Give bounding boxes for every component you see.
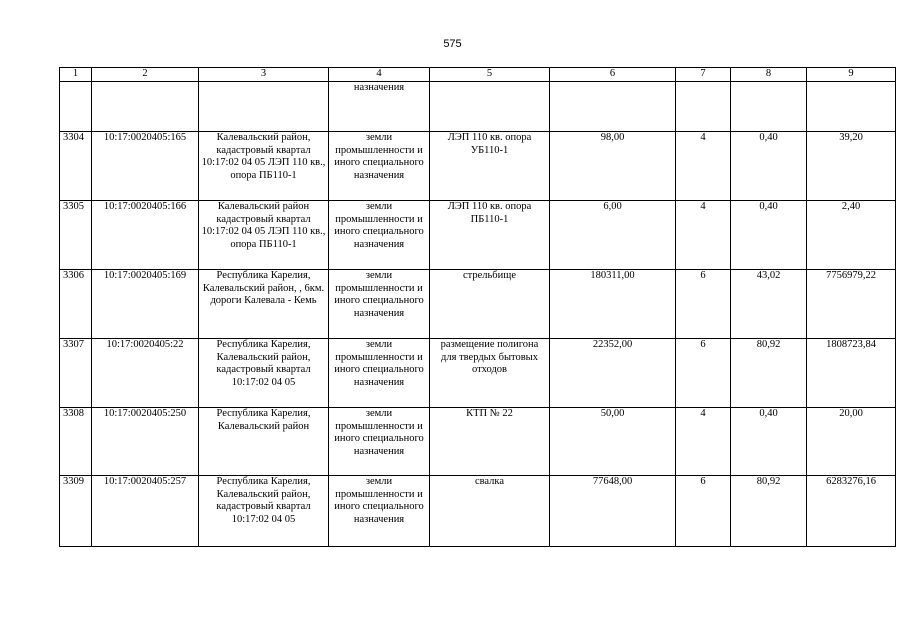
header-row (60, 68, 896, 82)
land-category: земли промышленности и иного специального назначения (329, 132, 430, 201)
land-category: земли промышленности и иного специального назначения (329, 201, 430, 270)
area: 6,00 (550, 201, 676, 270)
land-category: земли промышленности и иного специального назначения (329, 476, 430, 547)
continuation-cell-6 (550, 82, 676, 132)
cadastral-number: 10:17:0020405:165 (92, 132, 199, 201)
column-9-value: 39,20 (807, 132, 896, 201)
column-7-value: 4 (676, 201, 731, 270)
header-col-3: 3 (199, 68, 329, 82)
column-7-value: 6 (676, 270, 731, 339)
land-category: земли промышленности и иного специального назначения (329, 408, 430, 476)
column-9-value: 6283276,16 (807, 476, 896, 547)
continuation-row (60, 82, 896, 132)
column-9-value: 7756979,22 (807, 270, 896, 339)
header-col-4: 4 (329, 68, 430, 82)
land-registry-table (59, 67, 896, 547)
permitted-use: КТП № 22 (430, 408, 550, 476)
row-number: 3306 (60, 270, 92, 339)
cadastral-number: 10:17:0020405:166 (92, 201, 199, 270)
cadastral-number: 10:17:0020405:250 (92, 408, 199, 476)
header-col-2: 2 (92, 68, 199, 82)
continuation-cell-5 (430, 82, 550, 132)
continuation-cell-9 (807, 82, 896, 132)
column-7-value: 4 (676, 132, 731, 201)
header-col-6: 6 (550, 68, 676, 82)
location: Республика Карелия, Калевальский район, , 6км. дороги Калевала - Кемь (199, 270, 329, 339)
continuation-cell-1 (60, 82, 92, 132)
column-7-value: 6 (676, 339, 731, 408)
column-8-value: 0,40 (731, 201, 807, 270)
row-number: 3304 (60, 132, 92, 201)
area: 180311,00 (550, 270, 676, 339)
permitted-use: размещение полигона для твердых бытовых отходов (430, 339, 550, 408)
row-number: 3305 (60, 201, 92, 270)
area: 77648,00 (550, 476, 676, 547)
header-col-8: 8 (731, 68, 807, 82)
header-col-7: 7 (676, 68, 731, 82)
header-col-9: 9 (807, 68, 896, 82)
table-row (60, 201, 896, 270)
table-row (60, 132, 896, 201)
column-8-value: 0,40 (731, 408, 807, 476)
continuation-cell-7 (676, 82, 731, 132)
location: Республика Карелия, Калевальский район, кадастровый квартал 10:17:02 04 05 (199, 339, 329, 408)
header-col-5: 5 (430, 68, 550, 82)
cadastral-number: 10:17:0020405:22 (92, 339, 199, 408)
header-col-1: 1 (60, 68, 92, 82)
permitted-use: свалка (430, 476, 550, 547)
location: Республика Карелия, Калевальский район (199, 408, 329, 476)
location: Калевальский район, кадастровый квартал 10:17:02 04 05 ЛЭП 110 кв., опора ПБ110-1 (199, 132, 329, 201)
row-number: 3308 (60, 408, 92, 476)
location: Республика Карелия, Калевальский район, кадастровый квартал 10:17:02 04 05 (199, 476, 329, 547)
continuation-cell-2 (92, 82, 199, 132)
table-row (60, 408, 896, 476)
area: 98,00 (550, 132, 676, 201)
column-8-value: 80,92 (731, 339, 807, 408)
table-header (60, 68, 896, 82)
location: Калевальский район кадастровый квартал 10:17:02 04 05 ЛЭП 110 кв., опора ПБ110-1 (199, 201, 329, 270)
cadastral-number: 10:17:0020405:169 (92, 270, 199, 339)
table-row (60, 270, 896, 339)
column-9-value: 1808723,84 (807, 339, 896, 408)
area: 22352,00 (550, 339, 676, 408)
permitted-use: стрельбище (430, 270, 550, 339)
column-9-value: 20,00 (807, 408, 896, 476)
row-number: 3309 (60, 476, 92, 547)
column-8-value: 0,40 (731, 132, 807, 201)
column-7-value: 4 (676, 408, 731, 476)
permitted-use: ЛЭП 110 кв. опора ПБ110-1 (430, 201, 550, 270)
land-category: земли промышленности и иного специального назначения (329, 270, 430, 339)
column-8-value: 80,92 (731, 476, 807, 547)
table-row (60, 476, 896, 547)
land-category: земли промышленности и иного специального назначения (329, 339, 430, 408)
column-8-value: 43,02 (731, 270, 807, 339)
continuation-category: назначения (329, 82, 430, 132)
column-7-value: 6 (676, 476, 731, 547)
continuation-cell-8 (731, 82, 807, 132)
cadastral-number: 10:17:0020405:257 (92, 476, 199, 547)
continuation-cell-3 (199, 82, 329, 132)
page-number: 575 (443, 38, 462, 50)
permitted-use: ЛЭП 110 кв. опора УБ110-1 (430, 132, 550, 201)
table-row (60, 339, 896, 408)
area: 50,00 (550, 408, 676, 476)
row-number: 3307 (60, 339, 92, 408)
column-9-value: 2,40 (807, 201, 896, 270)
